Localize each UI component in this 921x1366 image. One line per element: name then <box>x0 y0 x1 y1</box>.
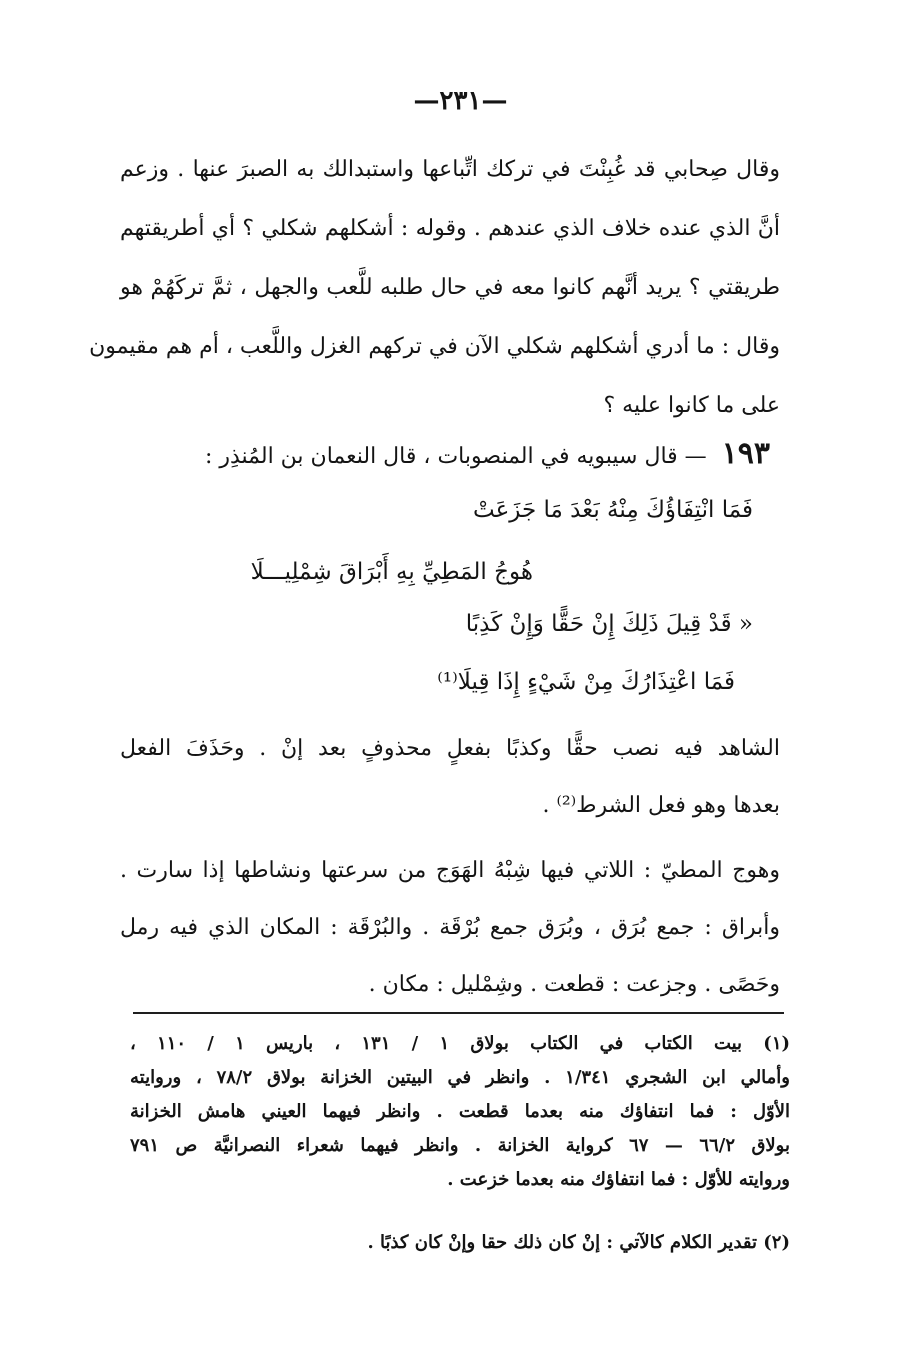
verse-hemistich: « قَدْ قِيلَ ذَلِكَ إِنْ حَقًّا وَإِنْ كَذِبًا <box>465 611 753 637</box>
text-line: وهوج المطيّ : اللاتي فيها شِبْهُ الهَوَج من سرعتها ونشاطها إذا سارت . <box>120 858 780 883</box>
verse-hemistich: هُوجُ المَطِيِّ بِهِ أَبْرَاقَ شِمْلِيـــلَا <box>250 559 533 585</box>
text-line: الشاهد فيه نصب حقًّا وكذبًا بفعلٍ محذوفٍ بعد إنْ . وحَذَفَ الفعل <box>120 736 780 761</box>
text-line: بعدها وهو فعل الشرط⁽²⁾ . <box>542 793 780 818</box>
text-line: طريقتي ؟ يريد أنَّهم كانوا معه في حال طلبه للَّعب والجهل ، ثمَّ تركَهُمْ هو <box>120 275 780 300</box>
footnote-line: وأمالي ابن الشجري ١/٣٤١ . وانظر في البيتين الخزانة بولاق ٧٨/٢ ، وروايته <box>130 1067 790 1088</box>
footnote-line: الأوّل : فما انتفاؤك منه بعدما قطعت . وانظر فيهما العيني هامش الخزانة <box>130 1101 790 1122</box>
footnote-divider <box>133 1012 784 1014</box>
text-line: وأبراق : جمع بُرَق ، وبُرَق جمع بُرْقَة . والبُرْقَة : المكان الذي فيه رمل <box>120 915 780 940</box>
footnote-2 <box>130 1226 790 1260</box>
entry-text: — قال سيبويه في المنصوبات ، قال النعمان بن المُنذِر : <box>204 444 707 469</box>
text-line: وقال صِحابي قد غُبِنْتَ في تركك اتِّباعها واستبدالك به الصبرَ عنها . وزعم <box>120 157 780 182</box>
footnote-line: (٢) تقدير الكلام كالآتي : إنْ كان ذلك حقا وإنْ كان كذبًا . <box>367 1232 790 1253</box>
text-line: على ما كانوا عليه ؟ <box>603 393 780 418</box>
verse-hemistich: فَمَا اعْتِذَارُكَ مِنْ شَيْءٍ إِذَا قِيلَا⁽¹⁾ <box>437 669 735 695</box>
glossary-paragraph <box>120 842 780 1013</box>
entry-heading <box>200 432 770 479</box>
footnote-line: (١) بيت الكتاب في الكتاب بولاق ١ / ١٣١ ، باريس ١ / ١١٠ ، <box>130 1033 791 1054</box>
footnote-line: وروايته للأوّل : فما انتفاؤك منه بعدما خزعت . <box>447 1169 790 1190</box>
evidence-paragraph <box>120 720 780 834</box>
commentary-paragraph <box>89 140 780 435</box>
verse-hemistich: فَمَا انْتِفَاؤُكَ مِنْهُ بَعْدَ مَا جَزَعَتْ <box>473 497 753 523</box>
footnote-line: بولاق ٦٦/٢ — ٦٧ كرواية الخزانة . وانظر فيهما شعراء النصرانيَّة ص ٧٩١ <box>130 1135 790 1156</box>
footnote-1 <box>130 1027 790 1197</box>
text-line: أنَّ الذي عنده خلاف الذي عندهم . وقوله : أشكلهم شكلي ؟ أي أطريقتهم <box>120 216 780 241</box>
entry-number: ١٩٣ <box>721 436 770 471</box>
text-line: وقال : ما أدري أشكلهم شكلي الآن في تركهم الغزل واللَّعب ، أم هم مقيمون <box>89 334 780 359</box>
text-line: وحَصًى . وجزعت : قطعت . وشِمْليل : مكان . <box>368 972 780 997</box>
page-number: —٢٣١— <box>413 86 508 116</box>
